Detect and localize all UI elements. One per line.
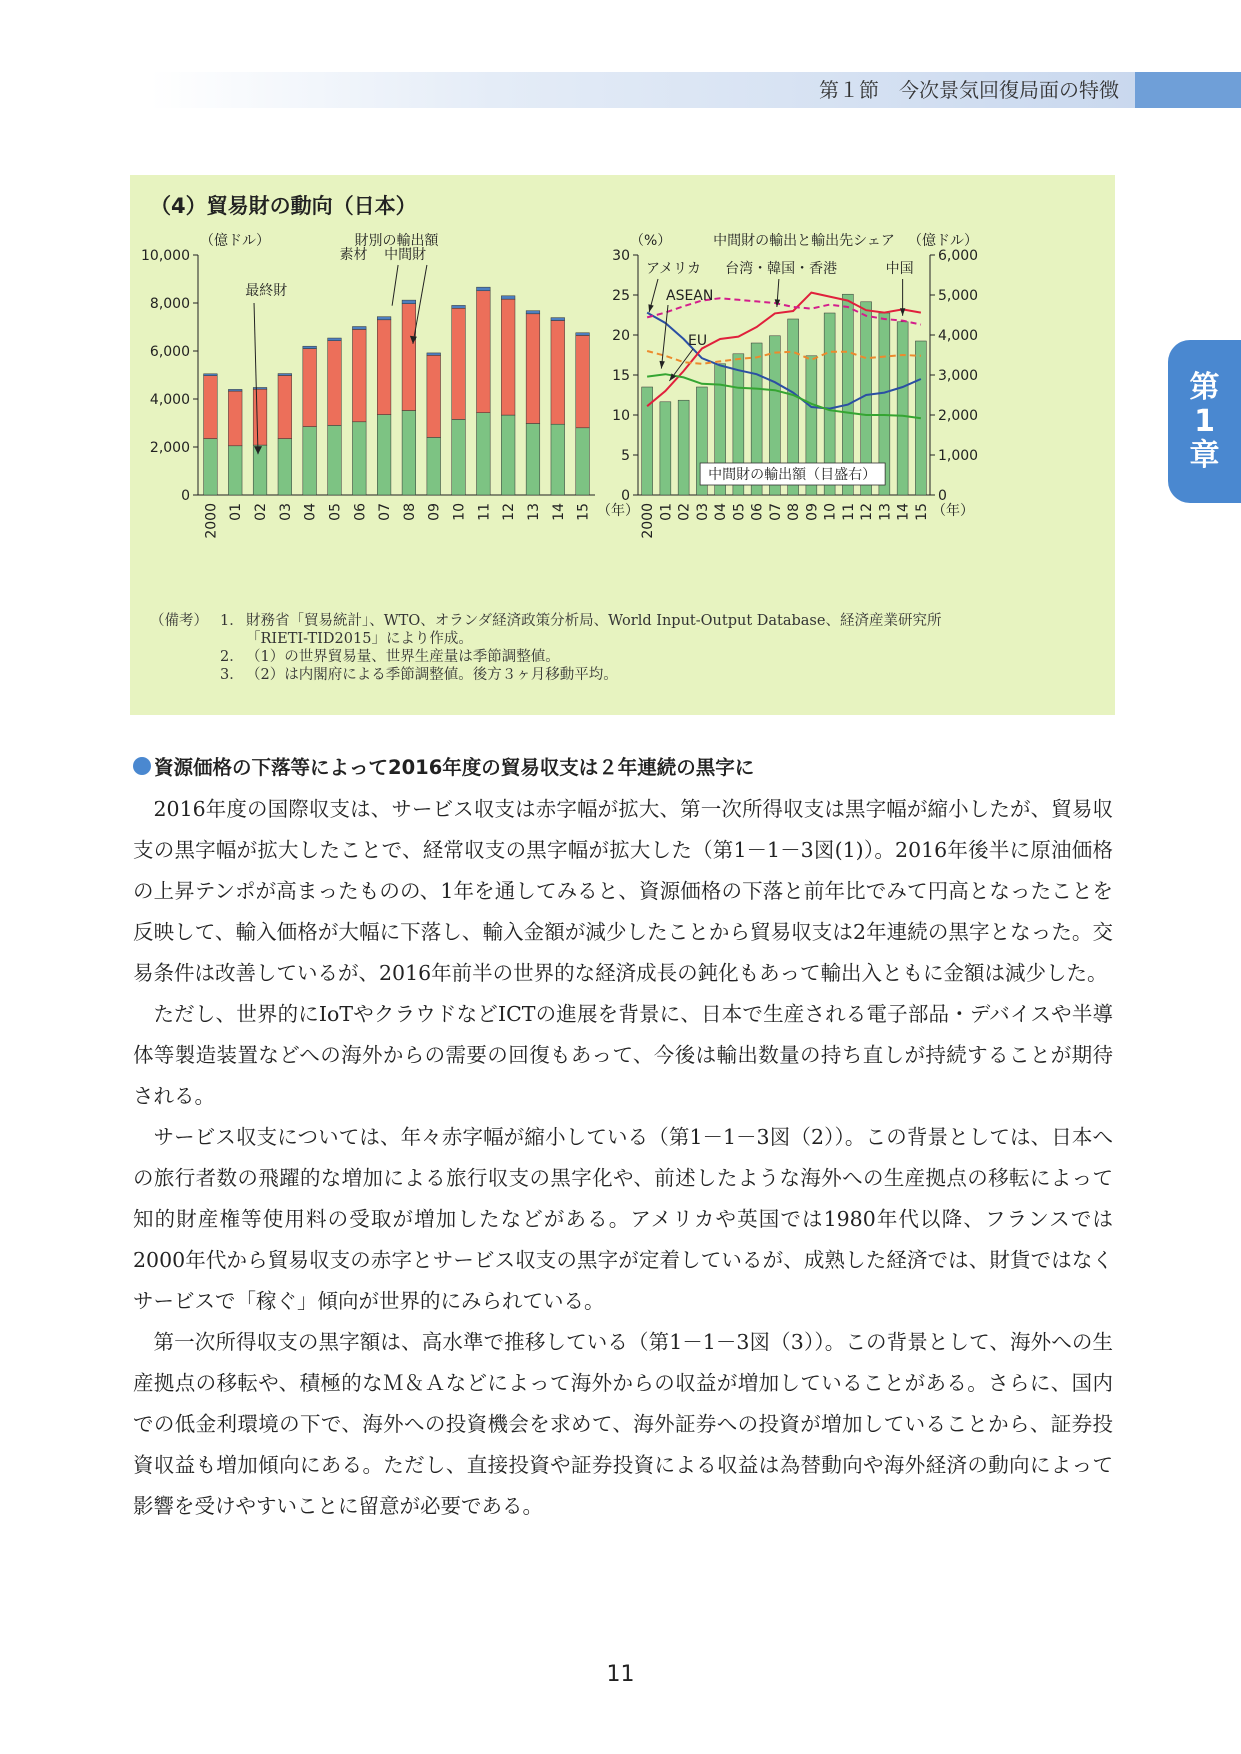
y-tick-label: 2,000: [149, 440, 190, 456]
bar-segment: [352, 422, 366, 495]
label-arrowhead: [659, 361, 664, 369]
x-tick-label: 15: [913, 503, 930, 521]
x-tick-label: 13: [877, 503, 894, 521]
bar-segment: [253, 389, 267, 445]
x-tick-label: 02: [676, 503, 693, 521]
y-tick-label: 0: [181, 488, 190, 504]
label-arrowhead: [648, 304, 653, 312]
bar-segment: [253, 445, 267, 495]
annotation-leader: [392, 265, 398, 306]
section-heading: [133, 752, 754, 780]
y-left-tick-label: 25: [612, 288, 630, 304]
series-label: アメリカ: [646, 261, 702, 277]
note-row: 2． （1）の世界貿易量、世界生産量は季節調整値。: [220, 649, 560, 665]
bar-segment: [278, 439, 292, 495]
chapter-tab: [1168, 340, 1241, 503]
x-tick-label: 04: [713, 503, 730, 521]
body-text: [133, 789, 1113, 1527]
bar: [678, 400, 689, 495]
page-header-title: 第１節 今次景気回復局面の特徴: [819, 78, 1119, 102]
chart-exports-by-goods: [140, 225, 640, 605]
x-tick-label: 14: [550, 503, 567, 521]
bar-segment: [253, 387, 267, 389]
bar-segment: [477, 291, 491, 413]
header-tab: [1135, 72, 1241, 108]
chapter-tab-line3: 章: [1189, 437, 1220, 473]
x-tick-label: 11: [476, 503, 493, 521]
bar-segment: [551, 318, 565, 321]
note-row: 3． （2）は内閣府による季節調整値。後方３ヶ月移動平均。: [220, 667, 618, 683]
bar-segment: [352, 327, 366, 330]
bar-segment: [551, 321, 565, 425]
y-right-tick-label: 0: [938, 488, 947, 504]
x-tick-label: 13: [525, 503, 542, 521]
y-right-tick-label: 5,000: [938, 288, 979, 304]
chart-title: 中間財の輸出と輸出先シェア: [713, 233, 895, 249]
y-tick-label: 6,000: [149, 344, 190, 360]
chart-title: 財別の輸出額: [354, 233, 439, 249]
bar-segment: [228, 446, 242, 495]
y-tick-label: 8,000: [149, 296, 190, 312]
y-left-tick-label: 15: [612, 368, 630, 384]
bar: [897, 322, 908, 495]
bar-segment: [427, 353, 441, 355]
bar-segment: [501, 415, 515, 495]
note-row: （備考） 1． 財務省「貿易統計」、WTO、オランダ経済政策分析局、World Input-Output Database、経済産業研究所: [150, 613, 942, 629]
bar-segment: [526, 311, 540, 314]
x-tick-label: 05: [327, 503, 344, 521]
series-label: 台湾・韓国・香港: [725, 261, 838, 277]
series-label: EU: [688, 333, 708, 349]
x-axis-unit-label: （年）: [932, 503, 974, 519]
y-left-unit-label: （%）: [630, 233, 672, 249]
bar-segment: [452, 419, 466, 495]
bar-segment: [303, 349, 317, 427]
bullet-icon: [133, 757, 151, 775]
x-tick-label: 01: [658, 503, 675, 521]
x-tick-label: 10: [451, 503, 468, 521]
annotation-label: 最終財: [245, 283, 288, 299]
x-tick-label: 11: [840, 503, 857, 521]
x-tick-label: 12: [859, 503, 876, 521]
bar-segment: [278, 374, 292, 376]
bar-segment: [377, 415, 391, 495]
bar-segment: [278, 375, 292, 438]
bar-segment: [452, 305, 466, 308]
chapter-tab-line2: 1: [1194, 403, 1215, 439]
x-tick-label: 2000: [203, 503, 220, 539]
paragraph: ただし、世界的にIoTやクラウドなどICTの進展を背景に、日本で生産される電子部品・デバイスや半導体等製造装置などへの海外からの需要の回復もあって、今後は輸出数量の持ち直しが持続することが期待される。: [133, 1002, 1113, 1108]
bar-segment: [402, 411, 416, 495]
x-tick-label: 14: [895, 503, 912, 521]
bar-segment: [402, 300, 416, 304]
bar-segment: [303, 427, 317, 495]
bar-segment: [328, 338, 342, 341]
x-tick-label: 03: [694, 503, 711, 521]
figure-title: （4）貿易財の動向（日本）: [150, 194, 417, 218]
x-tick-label: 02: [253, 503, 270, 521]
y-tick-label: 10,000: [141, 248, 190, 264]
chapter-tab-line1: 第: [1189, 369, 1220, 405]
x-tick-label: 09: [426, 503, 443, 521]
y-left-tick-label: 10: [612, 408, 630, 424]
bar-segment: [228, 389, 242, 391]
x-tick-label: 04: [302, 503, 319, 521]
page-number: 11: [606, 1662, 635, 1687]
paragraph: 2016年度の国際収支は、サービス収支は赤字幅が拡大、第一次所得収支は黒字幅が縮小したが、貿易収支の黒字幅が拡大したことで、経常収支の黒字幅が拡大した（第1－1－3図(1)）。2016年後半に原油価格の上昇テンポが高まったものの、1年を通してみると、資源価格の下落と前年比でみて円高となったことを反映して、輸入価格が大幅に下落し、輸入金額が減少したことから貿易収支は2年連続の黒字となった。交易条件は改善しているが、2016年前半の世界的な経済成長の鈍化もあって輸出入ともに金額は減少した。: [133, 797, 1113, 985]
bar-segment: [526, 423, 540, 495]
x-tick-label: 06: [749, 503, 766, 521]
series-label: ASEAN: [666, 288, 714, 304]
bar-segment: [576, 428, 590, 495]
x-tick-label: 07: [767, 503, 784, 521]
x-tick-label: 08: [786, 503, 803, 521]
bar-segment: [328, 425, 342, 495]
bar-segment: [228, 391, 242, 446]
y-tick-label: 4,000: [149, 392, 190, 408]
bar: [660, 402, 671, 495]
x-tick-label: 06: [352, 503, 369, 521]
paragraph: サービス収支については、年々赤字幅が縮小している（第1－1－3図（2））。この背景としては、日本への旅行者数の飛躍的な増加による旅行収支の黒字化や、前述したような海外への生産拠点の移転によって知的財産権等使用料の受取が増加したなどがある。アメリカや英国では1980年代以降、フランスでは2000年代から貿易収支の赤字とサービス収支の黒字が定着しているが、成熟した経済では、財貨ではなくサービスで「稼ぐ」傾向が世界的にみられている。: [133, 1125, 1113, 1313]
x-tick-label: 09: [804, 503, 821, 521]
bar-segment: [377, 317, 391, 320]
bar-segment: [204, 374, 218, 376]
y-left-tick-label: 0: [621, 488, 630, 504]
y-right-tick-label: 3,000: [938, 368, 979, 384]
annotation-label: 素材: [339, 247, 368, 263]
x-tick-label: 01: [228, 503, 245, 521]
chart-intermediate-goods: [600, 225, 1105, 605]
bar-segment: [551, 424, 565, 495]
paragraph: 第一次所得収支の黒字額は、高水準で推移している（第1－1－3図（3））。この背景として、海外への生産拠点の移転や、積極的なＭ＆Ａなどによって海外からの収益が増加していることがある。さらに、国内での低金利環境の下で、海外への投資機会を求めて、海外証券への投資が増加していることから、証券投資収益も増加傾向にある。ただし、直接投資や証券投資による収益は為替動向や海外経済の動向によって影響を受けやすいことに留意が必要である。: [133, 1330, 1113, 1518]
bar-segment: [501, 299, 515, 415]
y-right-unit-label: （億ドル）: [908, 233, 978, 249]
bar-segment: [477, 413, 491, 495]
bar-segment: [204, 376, 218, 439]
label-arrowhead: [900, 308, 905, 316]
y-right-tick-label: 6,000: [938, 248, 979, 264]
y-left-tick-label: 30: [612, 248, 630, 264]
y-right-tick-label: 2,000: [938, 408, 979, 424]
bar-segment: [402, 304, 416, 411]
bar-segment: [377, 320, 391, 415]
bar-segment: [204, 439, 218, 495]
x-tick-label: 03: [277, 503, 294, 521]
x-tick-label: 08: [401, 503, 418, 521]
bar-segment: [427, 355, 441, 437]
bar-segment: [352, 329, 366, 421]
note-row: 「RIETI-TID2015」により作成。: [246, 631, 473, 647]
bar-segment: [427, 437, 441, 495]
bar-segment: [501, 296, 515, 299]
figure-notes: [150, 612, 941, 684]
y-axis-unit-label: （億ドル）: [200, 233, 270, 249]
x-tick-label: 15: [575, 503, 592, 521]
y-right-tick-label: 4,000: [938, 328, 979, 344]
section-heading-text: 資源価格の下落等によって2016年度の貿易収支は２年連続の黒字に: [154, 756, 755, 779]
bar-segment: [576, 335, 590, 427]
x-tick-label: 10: [822, 503, 839, 521]
bar-segment: [477, 287, 491, 291]
bar-segment: [328, 341, 342, 426]
x-axis-unit-label: （年）: [597, 503, 639, 519]
annotation-label: 中間財: [384, 247, 427, 263]
x-tick-label: 2000: [640, 503, 657, 539]
bar-segment: [303, 346, 317, 348]
x-tick-label: 07: [377, 503, 394, 521]
bar-series-label: 中間財の輸出額（目盛右）: [708, 467, 877, 483]
y-left-tick-label: 5: [621, 448, 630, 464]
label-leader: [661, 305, 668, 369]
x-tick-label: 12: [501, 503, 518, 521]
x-tick-label: 05: [731, 503, 748, 521]
bar-segment: [452, 308, 466, 419]
y-left-tick-label: 20: [612, 328, 630, 344]
bar-segment: [576, 333, 590, 336]
bar-segment: [526, 314, 540, 424]
series-label: 中国: [885, 261, 914, 277]
y-right-tick-label: 1,000: [938, 448, 979, 464]
